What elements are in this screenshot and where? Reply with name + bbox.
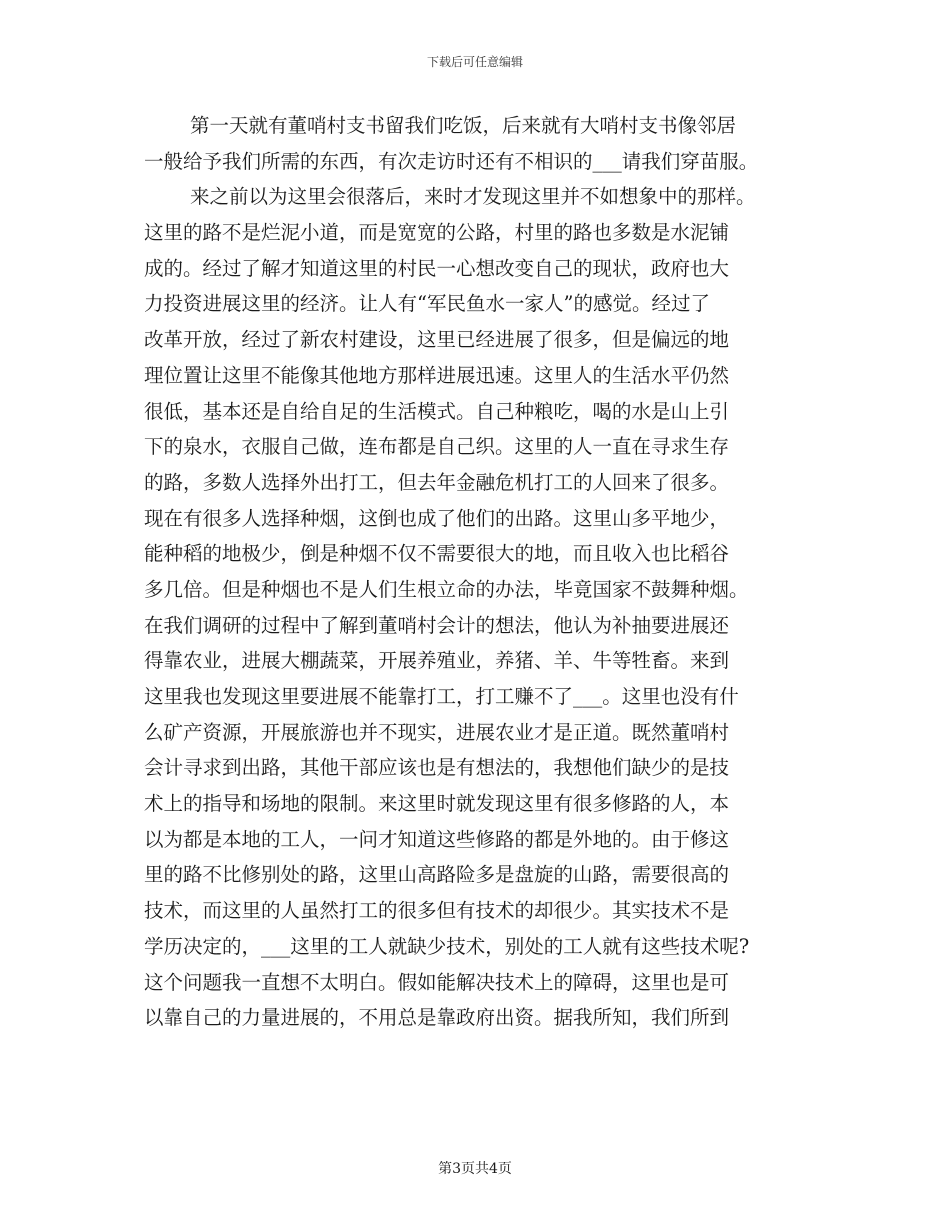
document-body	[144, 108, 824, 1036]
paragraph-line: 以靠自己的力量进展的，不用总是靠政府出资。据我所知，我们所到	[144, 1006, 730, 1030]
paragraph-line: 术上的指导和场地的限制。来这里时就发现这里有很多修路的人，本	[144, 792, 730, 816]
page-footer	[0, 1158, 950, 1178]
paragraph-line: 力投资进展这里的经济。让人有“军民鱼水一家人”的感觉。经过了	[144, 292, 710, 316]
paragraph-line: 这个问题我一直想不太明白。假如能解决技术上的障碍，这里也是可	[144, 970, 730, 994]
paragraph-line: 现在有很多人选择种烟，这倒也成了他们的出路。这里山多平地少，	[144, 506, 730, 530]
paragraph-line: 技术，而这里的人虽然打工的很多但有技术的却很少。其实技术不是	[144, 899, 730, 923]
paragraph-line: 一般给予我们所需的东西，有次走访时还有不相识的___请我们穿苗服。	[144, 149, 759, 173]
paragraph-line: 下的泉水，衣服自己做，连布都是自己织。这里的人一直在寻求生存	[144, 435, 730, 459]
paragraph-line: 来之前以为这里会很落后，来时才发现这里并不如想象中的那样。	[190, 185, 756, 209]
total-page-count: 4	[489, 1161, 498, 1177]
footer-suffix: 页	[497, 1161, 512, 1177]
paragraph-line: 多几倍。但是种烟也不是人们生根立命的办法，毕竟国家不鼓舞种烟。	[144, 577, 749, 601]
current-page-number: 3	[452, 1161, 461, 1177]
paragraph-line: 成的。经过了解才知道这里的村民一心想改变自己的现状，政府也大	[144, 256, 730, 280]
paragraph-line: 在我们调研的过程中了解到董哨村会计的想法，他认为补抽要进展还	[144, 613, 730, 637]
paragraph-line: 这里的路不是烂泥小道，而是宽宽的公路，村里的路也多数是水泥铺	[144, 221, 730, 245]
page-header: 下载后可任意编辑	[426, 55, 523, 69]
paragraph-line: 能种稻的地极少，倒是种烟不仅不需要很大的地，而且收入也比稻谷	[144, 542, 730, 566]
paragraph-line: 这里我也发现这里要进展不能靠打工，打工赚不了___。这里也没有什	[144, 685, 739, 708]
paragraph-line: 很低，基本还是自给自足的生活模式。自己种粮吃，喝的水是山上引	[144, 399, 730, 423]
paragraph-line: 理位置让这里不能像其他地方那样进展迅速。这里人的生活水平仍然	[144, 363, 730, 387]
paragraph-line: 以为都是本地的工人，一问才知道这些修路的都是外地的。由于修这	[144, 827, 730, 851]
paragraph-line: 学历决定的，___这里的工人就缺少技术，别处的工人就有这些技术呢?	[144, 934, 750, 958]
paragraph-line: 么矿产资源，开展旅游也并不现实，进展农业才是正道。既然董哨村	[144, 720, 730, 744]
footer-middle: 页共	[461, 1161, 489, 1177]
paragraph-line: 里的路不比修别处的路，这里山高路险多是盘旋的山路，需要很高的	[144, 863, 730, 887]
paragraph-line: 得靠农业，进展大棚蔬菜，开展养殖业，养猪、羊、牛等牲畜。来到	[144, 649, 730, 673]
paragraph-line: 的路，多数人选择外出打工，但去年金融危机打工的人回来了很多。	[144, 470, 730, 494]
paragraph-line: 第一天就有董哨村支书留我们吃饭，后来就有大哨村支书像邻居	[190, 114, 737, 137]
paragraph-line: 改革开放，经过了新农村建设，这里已经进展了很多，但是偏远的地	[144, 328, 730, 352]
footer-prefix: 第	[438, 1161, 453, 1177]
paragraph-line: 会计寻求到出路，其他干部应该也是有想法的，我想他们缺少的是技	[144, 756, 730, 780]
